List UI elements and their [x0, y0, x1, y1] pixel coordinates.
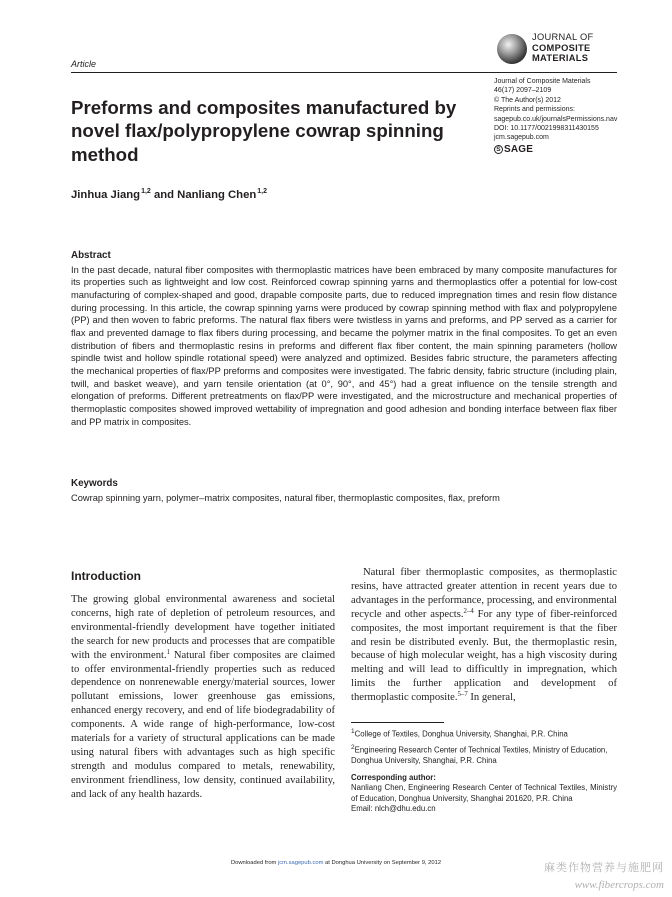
author-affiliation-mark: 1,2: [257, 188, 267, 195]
article-title: Preforms and composites manufactured by novel flax/polypropylene cowrap spinning method: [71, 97, 457, 165]
keywords-section: [71, 478, 617, 504]
keywords-heading: Keywords: [71, 478, 118, 489]
citation-ref[interactable]: 2–4: [463, 607, 474, 615]
abstract-text: In the past decade, natural fiber composites with thermoplastic matrices have been embraced by many composite manufactures for its properties such as lightweight and low cost. Reinforced cowrap spinning yarns and thermoplastics offer a potential for low-cost manufacturing of complex-shaped and good, drapable composite parts, due to reduced impregnation times and resin flow distance during processing. In this article, the cowrap spinning yarns were produced by cowrap spinning method with flax and polypropylene (PP) and then woven to fabric preforms. The natural flax fibers were twistless in yarns and preforms, and PP served as a carrier for flax and prevented damage to flax fibers during processing, and became the polymer matrix in the final composites. To get an even distribution of fibers and thermoplastic resins in preforms and different flax fiber content, the main spinning parameters (hollow spindle twist and hollow spindle rotational speed) were analyzed and optimized. Besides fabric structure, the parameters affecting the mechanical properties of flax/PP preforms and composites were investigated. The fabric density, fabric structure (including plain, twill, and basket weave), and yarn tensile orientation (at 0°, 90°, and 45°) had a great influence on the tensile strength and elongation of preforms. Different pretreatments on flax/PP were investigated, and the microstructure and mechanical properties of thermoplastic composites showed improved wettability of impregnation and good adhesion and bonding interface between flax fiber and PP matrix in composites.: [71, 264, 617, 427]
journal-info-reprints: Reprints and permissions:: [494, 106, 575, 114]
sage-s-icon: S: [494, 145, 503, 154]
author-affiliation-mark: 1,2: [141, 188, 151, 195]
affiliation-item: $^2$Engineering Research Center of Technical Textiles, Ministry of Education, Donghua University, Shanghai, P.R. China: [351, 744, 608, 765]
footnote-rule: [351, 722, 444, 723]
author-name: Jinhua Jiang: [71, 189, 141, 201]
article-type-label: Article: [71, 59, 97, 69]
journal-info-name: Journal of Composite Materials: [494, 78, 591, 85]
corresponding-address: Nanliang Chen, Engineering Research Center of Technical Textiles, Ministry of Education, Donghua University, Shanghai 201620, P.R. China: [351, 783, 617, 803]
corresponding-heading: Corresponding author:: [351, 773, 436, 782]
sage-logo: S SAGE: [494, 145, 617, 154]
author-name: Nanliang Chen: [177, 189, 257, 201]
journal-info-volume: 46(17) 2097–2109: [494, 87, 552, 95]
download-link[interactable]: jcm.sagepub.com: [277, 860, 324, 866]
keywords-text: Cowrap spinning yarn, polymer–matrix composites, natural fiber, thermoplastic composites, flax, preform: [71, 492, 500, 503]
author-list: [71, 188, 267, 201]
logo-sphere-icon: [497, 34, 527, 64]
logo-wordmark: JOURNAL OF COMPOSITE MATERIALS: [532, 32, 594, 64]
journal-info-doi[interactable]: DOI: 10.1177/0021998311430155: [494, 125, 599, 133]
journal-info-copyright: © The Author(s) 2012: [494, 96, 561, 104]
citation-ref[interactable]: 1: [166, 648, 171, 656]
abstract-heading: Abstract: [71, 250, 111, 261]
corresponding-author: [351, 773, 617, 815]
watermark-cn-text: 麻类作物营养与施肥网: [544, 861, 664, 874]
journal-info-website[interactable]: jcm.sagepub.com: [494, 134, 549, 142]
body-column-right: [351, 566, 617, 705]
introduction-heading: Introduction: [71, 569, 141, 583]
journal-logo: [493, 30, 623, 74]
citation-ref[interactable]: 5–7: [457, 691, 468, 699]
author-conjunction: and: [153, 189, 175, 201]
affiliation-item: $^1$College of Textiles, Donghua University, Shanghai, P.R. China: [351, 728, 568, 739]
download-notice: Downloaded from jcm.sagepub.com at Donghua University on September 9, 2012: [230, 860, 442, 866]
journal-info-permissions-link[interactable]: sagepub.co.uk/journalsPermissions.nav: [494, 115, 618, 123]
intro-paragraph: Natural fiber thermoplastic composites, as thermoplastic resins, have attracted greater attention in recent years due to advantages in the performance, processing, and environmental recycle and other aspects.$^{2-4}$ For any type of fiber-reinforced composites, the most important requirement is that the fiber and resin be distributed evenly. But, the thermoplastic resin, because of high molecular weight, has a high viscosity during melting and will lead to difficultly in impregnation, which limits the further application and development of thermoplastic composite.$^{5-7}$ In general,: [351, 567, 618, 704]
watermark-url: www.fibercrops.com: [574, 879, 664, 891]
abstract-section: [71, 250, 617, 428]
watermark: [544, 859, 664, 893]
intro-paragraph: The growing global environmental awareness and societal concerns, high rate of depletion of petroleum resources, and environmental-friendly development have together initiated the search for new products and processes that are compatible with the environment.$^1$ Natural fiber composites are claimed to offer environmental-friendly properties such as reduced dependence on nonrenewable energy/material sources, lower pollutant emissions, lower greenhouse gas emissions, enhanced energy recovery, and end of life biodegradability of components. A wide range of high-performance, low-cost materials for a variety of structural applications can be made using natural fibers with advantages such as high specific strength and modulus compared to metals, renewability, environment friendliness, low density, continued availability, and lack of any health hazards.: [71, 594, 335, 800]
body-column-left: [71, 593, 335, 802]
affiliations: [351, 727, 617, 769]
journal-info: [494, 77, 617, 154]
corresponding-email[interactable]: Email: nlch@dhu.edu.cn: [351, 804, 436, 814]
